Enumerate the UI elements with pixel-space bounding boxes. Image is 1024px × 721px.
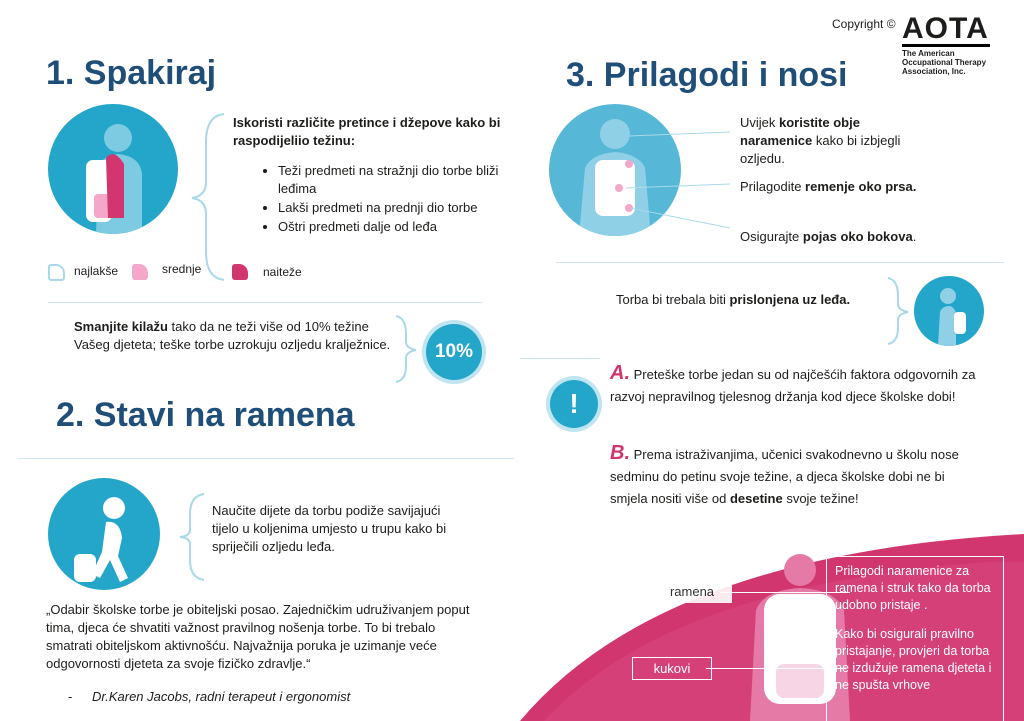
lifting-illustration — [48, 478, 160, 590]
legend-label: naiteže — [263, 265, 302, 279]
fact-b — [610, 442, 985, 510]
fact-b-text: Prema istraživanjima, učenici svakodnevno u školu nose sedminu do petinu svoje težine, a djeca školske dobi ne bi smjela nositi više od — [610, 447, 959, 506]
aota-org-line: The American — [902, 49, 955, 58]
chest-strap-bold: remenje oko prsa. — [805, 179, 917, 194]
chest-strap-text: Prilagodite — [740, 179, 806, 194]
section1-title: 1. Spakiraj — [46, 54, 217, 92]
warning-badge — [550, 380, 598, 428]
list-item: • Oštri predmeti dalje od leđa — [278, 218, 520, 236]
pointer-lines — [626, 128, 736, 238]
fact-a — [610, 362, 980, 408]
fact-b-bold: desetine — [729, 491, 783, 506]
hips-label: kukovi — [632, 657, 712, 680]
section2-title: 2. Stavi na ramena — [56, 396, 355, 434]
aota-logo-mark: AOTA — [902, 12, 989, 45]
divider — [556, 262, 1004, 263]
fact-b-dot: . — [624, 442, 631, 464]
hip-belt-text: . — [912, 229, 917, 244]
bracket-icon — [186, 112, 226, 282]
list-item: • Lakši predmeti na prednji dio torbe — [278, 199, 520, 217]
divider — [520, 358, 600, 359]
exclamation-icon: ! — [569, 388, 579, 419]
fit-pointer-line — [706, 668, 846, 669]
fact-b-letter: B — [610, 442, 625, 464]
weight-advice-bold: Smanjite kilažu — [74, 319, 168, 334]
straps-advice-text: Uvijek — [740, 115, 780, 130]
legend-label: najlakše — [74, 264, 119, 278]
ten-percent-label: 10% — [434, 341, 474, 362]
section3-title: 3. Prilagodi i nosi — [566, 56, 848, 94]
fact-a-letter: A — [610, 362, 625, 384]
fit-tips-box — [826, 556, 1004, 721]
chest-strap-advice — [740, 178, 970, 196]
child-with-backpack-icon — [48, 104, 178, 234]
divider — [48, 302, 482, 303]
fact-b-text: svoje težine! — [782, 491, 859, 506]
lifting-advice: Naučite dijete da torbu podiže savijajući tijelo u koljenima umjesto u trupu kako bi spriječili ozljedu leđa. — [212, 503, 447, 554]
fact-a-text: Preteške torbe jedan su od najčešćih faktora odgovornih za razvoj nepravilnog tjelesnog držanja kod djece školske dobi! — [610, 367, 976, 404]
section1-intro: Iskoristi različite pretince i džepove kako bi raspodijeliio težinu: — [233, 115, 501, 148]
legend-lightest-swatch — [48, 264, 65, 281]
bracket-small-icon — [394, 314, 420, 384]
legend-medium-swatch — [132, 264, 148, 280]
bracket-small-icon — [886, 276, 914, 346]
legend-label: srednje — [162, 262, 202, 276]
quote-dash: - — [68, 689, 73, 704]
straps-advice-bold: koristite obje naramenice — [740, 115, 860, 148]
fact-a-dot: . — [624, 362, 631, 384]
aota-org-line: Occupational Therapy — [902, 58, 987, 67]
hip-belt-text: Osigurajte — [740, 229, 803, 244]
aota-org-line: Association, Inc. — [902, 67, 966, 76]
copyright-label: Copyright © — [832, 17, 896, 31]
rest-advice-bold: prislonjena uz leđa. — [729, 292, 851, 307]
list-item: • Teži predmeti na stražnji dio torbe bliži leđima — [278, 162, 520, 198]
hip-belt-bold: pojas oko bokova — [802, 229, 913, 244]
weight-advice — [74, 318, 394, 354]
side-view-illustration — [914, 276, 984, 346]
family-quote: „Odabir školske torbe je obiteljski posao. Zajedničkim udruživanjem poput tima, djeca će shvatiti važnost pravilnog nošenja torbe. To bi trebalo smatrati obiteljskom aktivnošću. Najvažnija poruka je uzimanje veće odgovornosti djeteta za svoje fizičko zdravlje.“ — [46, 602, 470, 671]
fit-tip: Prilagodi naramenice za ramena i struk tako da torba udobno pristaje . — [835, 564, 991, 612]
hip-belt-advice — [740, 228, 970, 246]
fit-tip: Kako bi osigurali pravilno pristajanje, provjeri da torba ne izdužuje ramena djeteta i ne spušta vrhove — [835, 627, 992, 692]
straps-advice — [740, 114, 920, 168]
packing-illustration — [48, 104, 178, 234]
divider — [18, 458, 514, 459]
aota-logo — [902, 14, 998, 76]
legend-heaviest-swatch — [232, 264, 248, 280]
packing-tips-list — [260, 162, 520, 237]
weight-advice-text: tako da ne teži više od 10% težine Vašeg djeteta; teške torbe uzrokuju ozljedu kralježnice. — [74, 319, 391, 352]
backpack-rest-advice — [616, 291, 896, 309]
quote-author: Dr.Karen Jacobs, radni terapeut i ergonomist — [92, 689, 351, 704]
child-lifting-backpack-icon — [48, 478, 160, 590]
child-side-view-icon — [914, 276, 984, 346]
rest-advice-text: Torba bi trebala biti — [616, 292, 730, 307]
bracket-icon — [176, 492, 206, 582]
straps-advice-text: kako bi izbjegli ozljedu. — [740, 133, 901, 166]
ten-percent-badge — [426, 324, 482, 380]
shoulders-label: ramena — [652, 580, 732, 603]
